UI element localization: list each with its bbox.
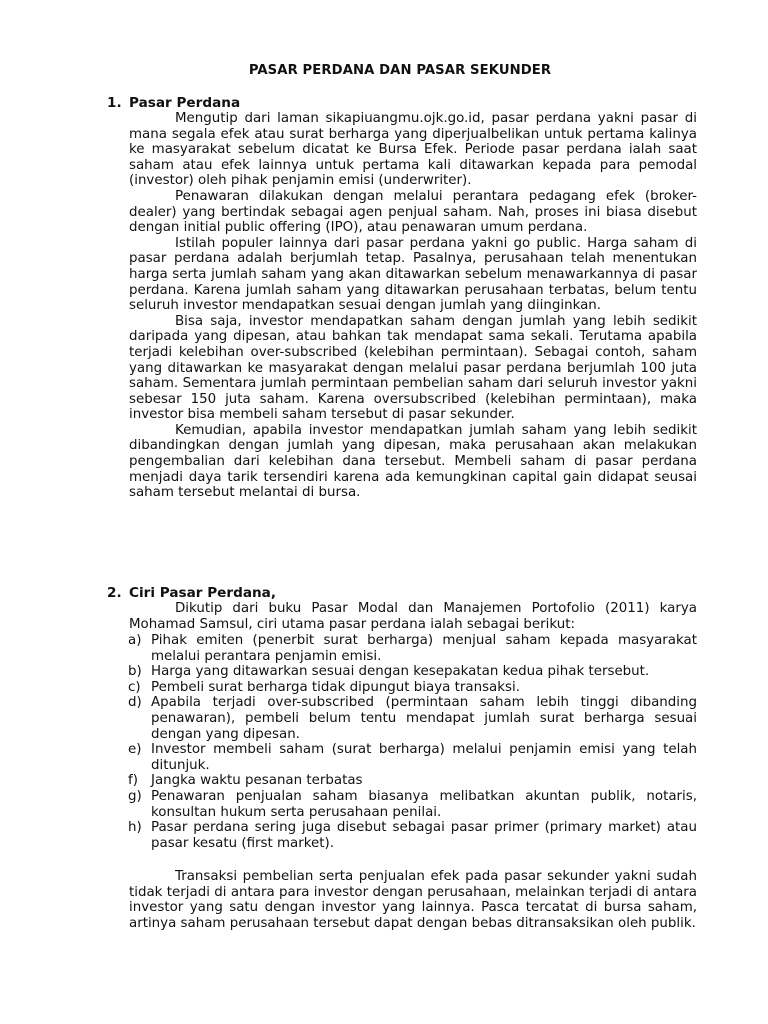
section2-closing xyxy=(129,869,697,931)
list-marker: a) xyxy=(128,633,142,648)
list-item-text: Pembeli surat berharga tidak dipungut biaya transaksi. xyxy=(151,679,520,695)
paragraph: Kemudian, apabila investor mendapatkan jumlah saham yang lebih sedikit dibandingkan dengan jumlah yang dipesan, maka perusahaan akan melakukan pengembalian dari kelebihan dana tersebut. Membeli saham di pasar perdana menjadi daya tarik tersendiri karena ada kemungkinan capital gain didapat seusai saham tersebut melantai di bursa. xyxy=(129,422,697,501)
section-number: 2. xyxy=(107,585,122,601)
list-marker: d) xyxy=(128,695,142,711)
paragraph: Penawaran dilakukan dengan melalui perantara pedagang efek (broker-dealer) yang bertindak sebagai agen penjual saham. Nah, proses ini biasa disebut dengan initial public offering (IPO), atau penawaran umum perdana. xyxy=(129,188,697,236)
section-heading-pasar-perdana xyxy=(107,95,240,111)
list-item xyxy=(107,789,697,820)
list-item-text: Penawaran penjualan saham biasanya melibatkan akuntan publik, notaris, konsultan hukum serta perusahaan penilai. xyxy=(151,788,697,820)
paragraph: Istilah populer lainnya dari pasar perdana yakni go public. Harga saham di pasar perdana adalah berjumlah tetap. Pasalnya, perusahaan telah menentukan harga serta jumlah saham yang akan ditawarkan sebelum menawarkannya di pasar perdana. Karena jumlah saham yang ditawarkan perusahaan terbatas, belum tentu seluruh investor mendapatkan sesuai dengan jumlah yang diinginkan. xyxy=(129,235,697,314)
paragraph: Bisa saja, investor mendapatkan saham dengan jumlah yang lebih sedikit daripada yang dipesan, atau bahkan tak mendapat sama sekali. Terutama apabila terjadi kelebihan over-subscribed (kelebihan permintaan). Sebagai contoh, saham yang ditawarkan ke masyarakat dengan melalui pasar perdana berjumlah 100 juta saham. Sementara jumlah permintaan pembelian saham dari seluruh investor yakni sebesar 150 juta saham. Karena oversubscribed (kelebihan permintaan), maka investor bisa membeli saham tersebut di pasar sekunder. xyxy=(129,313,697,423)
list-item xyxy=(107,680,697,696)
list-item xyxy=(107,695,697,742)
list-item-text: Pihak emiten (penerbit surat berharga) menjual saham kepada masyarakat melalui perantara penjamin emisi. xyxy=(151,633,697,664)
list-item-text: Jangka waktu pesanan terbatas xyxy=(151,773,363,789)
list-marker: f) xyxy=(128,773,138,789)
list-item xyxy=(107,773,697,789)
document-title: PASAR PERDANA DAN PASAR SEKUNDER xyxy=(248,63,552,78)
list-item xyxy=(107,633,697,664)
list-item-text: Harga yang ditawarkan sesuai dengan kesepakatan kedua pihak tersebut. xyxy=(151,664,650,680)
list-marker: b) xyxy=(128,664,142,680)
list-item-text: Pasar perdana sering juga disebut sebagai pasar primer (primary market) atau pasar kesatu (first market). xyxy=(151,820,697,851)
list-marker: g) xyxy=(128,788,142,804)
paragraph: Dikutip dari buku Pasar Modal dan Manajemen Portofolio (2011) karya Mohamad Samsul, ciri utama pasar perdana ialah sebagai berikut: xyxy=(129,601,697,632)
section2-intro xyxy=(129,601,697,632)
section-title: Pasar Perdana xyxy=(129,95,241,111)
list-item xyxy=(107,664,697,680)
list-marker: e) xyxy=(128,742,142,758)
paragraph: Mengutip dari laman sikapiuangmu.ojk.go.id, pasar perdana yakni pasar di mana segala efek atau surat berharga yang diperjualbelikan untuk pertama kalinya ke masyarakat sebelum dicatat ke Bursa Efek. Periode pasar perdana ialah saat saham atau efek lainnya untuk pertama kali ditawarkan kepada para pemodal (investor) oleh pihak penjamin emisi (underwriter). xyxy=(129,111,697,189)
section-title: Ciri Pasar Perdana, xyxy=(129,585,277,601)
list-item-text: Investor membeli saham (surat berharga) melalui penjamin emisi yang telah ditunjuk. xyxy=(151,742,697,773)
list-marker: h) xyxy=(128,820,142,836)
paragraph: Transaksi pembelian serta penjualan efek pada pasar sekunder yakni sudah tidak terjadi di antara para investor dengan perusahaan, melainkan terjadi di antara investor yang satu dengan investor yang lainnya. Pasca tercatat di bursa saham, artinya saham perusahaan tersebut dapat dengan bebas ditransaksikan oleh publik. xyxy=(129,869,697,931)
list-item xyxy=(107,742,697,773)
section-number: 1. xyxy=(107,95,122,111)
list-marker: c) xyxy=(128,679,141,695)
list-item-text: Apabila terjadi over-subscribed (permintaan saham lebih tinggi dibanding penawaran), pembeli belum tentu mendapat jumlah surat berharga sesuai dengan yang dipesan. xyxy=(151,695,697,742)
ciri-list xyxy=(107,633,697,851)
list-item xyxy=(107,820,697,851)
section-heading-ciri-pasar-perdana xyxy=(107,585,276,601)
section1-body xyxy=(129,111,697,501)
